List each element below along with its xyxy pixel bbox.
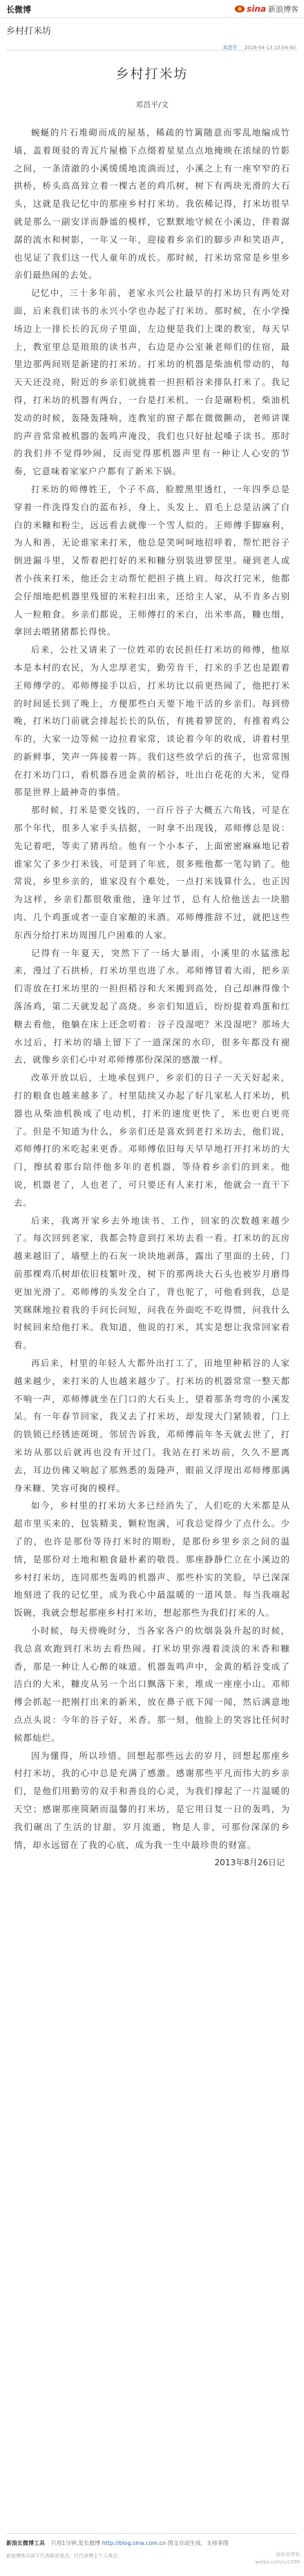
footer-tools-line	[6, 2539, 298, 2547]
footer-disclaimer: 新浪博客页面不代表新浪观点，仅代表博主个人观点	[6, 2553, 117, 2559]
sina-blog-label: 新浪博客	[268, 5, 298, 14]
article-byline: 邓昌平/文	[135, 100, 169, 109]
paragraph: 小时候，每天傍晚时分，当各家各户的炊烟袅袅升起的时候，我总喜欢跑到打米坊去看热闹。打米坊里弥漫着淡淡的米香和糠香，那是一种让人心醉的味道。机器轰鸣声中，金黄的稻谷变成了洁白的大米，糠皮从另一个出口飘落下来，堆成一座座小山。邓师傅会抓起一把刚打出来的新米，放在鼻子底下闻一闻，然后满意地点点头说：今年的谷子好，米香。那一刻，他脸上的笑容比任何时候都灿烂。	[14, 1625, 290, 1743]
footer-tools-suffix: 图文自动生成，支持多图	[167, 2540, 229, 2546]
paragraph: 后来，公社又请来了一位姓邓的农民担任打米坊的师傅，他原本是本村的农民，为人忠厚老实，勤劳肯干，打米的手艺也是跟着王师傅学的。邓师傅接手以后，打米坊比以前更热闹了，他把打米的时间延长到了晚上，方便那些白天要下地干活的乡亲们。每到傍晚，打米坊门前就会排起长长的队伍，有挑着箩筐的，有推着鸡公车的，大家一边等候一边拉着家常，谈论着今年的收成，讲着村里的新鲜事，笑声一阵接着一阵。我们这些放学后的孩子，也常常围在打米坊门口，看机器吞进金黄的稻谷，吐出白花花的大米，觉得那是世界上最神奇的事情。	[14, 644, 290, 798]
article-heading: 乡村打米坊	[115, 66, 189, 82]
brand-label[interactable]: 长微博	[6, 5, 32, 15]
paragraph: 记得有一年夏天，突然下了一场大暴雨，小溪里的水猛涨起来，漫过了石拱桥，打米坊里也进了水。邓师傅冒着大雨，把乡亲们寄放在打米坊里的一担担稻谷和大米搬到高处，自己却淋得像个落汤鸡，第二天就发起了高烧。乡亲们知道后，纷纷提着鸡蛋和红糖去看他，他躺在床上还念叨着：谷子没湿吧？米没湿吧？那场大水过后，打米坊的墙上留下了一道深深的水印，很多年都没有褪去，就像乡亲们心中对邓师傅那份深深的感激一样。	[14, 947, 290, 1065]
footer-tools-link[interactable]: http://blog.sina.com.cn	[102, 2540, 167, 2546]
watermark	[255, 2551, 300, 2566]
watermark-line2: weibo.com/u/1999	[255, 2559, 300, 2565]
article-date: 2013年8月26日记	[214, 1858, 285, 1868]
author-link[interactable]: 邓昌平	[222, 45, 238, 50]
post-header	[0, 18, 304, 51]
paragraph: 蜿蜒的片石堆砌而成的屋基，稀疏的竹篱随意而零乱地编成竹墙，盖着斑驳的青瓦片屋檐下点缀着星星点点地掩映在浓绿的竹影之间，一条清澈的小溪缓缓地流淌而过，小溪之上有一座窄窄的石拱桥，桥头高高耸立着一棵古老的鸡爪树，树下有两块光滑的大石头，这就是我记忆中的那座乡村打米坊。我依稀记得，打米坊很早就是那么一副安详而静谧的模样，它默默地守候在小溪边，伴着潺潺的流水和树影，一年又一年，迎接着乡亲们的脚步声和笑语声，也见证了我们这一代人童年的成长。那时候，打米坊常常是乡里乡亲们最热闹的去处。	[14, 127, 290, 281]
paragraph: 再后来，村里的年轻人大都外出打工了，田地里种稻谷的人家越来越少，来打米的人也越来越少了。打米坊的机器常常一整天都不响一声，邓师傅就坐在门口的大石头上，望着那条弯弯的小溪发呆。有一年春节回家，我又去了打米坊，却发现大门紧锁着，门上的铁锁已经锈迹斑斑。邻居告诉我，邓师傅前年冬天就去世了，打米坊从那以后就再也没有开过门。我站在打米坊前，久久不愿离去，耳边仿佛又响起了那熟悉的轰隆声，眼前又浮现出邓师傅那满身米糠、笑容可掬的模样。	[14, 1357, 290, 1493]
paragraph: 因为懂得，所以珍惜。回想起那些远去的岁月，回想起那座乡村打米坊，我的心中总是充满了感激。感谢那些平凡而伟大的乡亲们，是他们用勤劳的双手和善良的心灵，为我们撑起了一片温暖的天空；感谢那座简陋而温馨的打米坊，是它用日复一日的轰鸣，为我们碾出了生活的甘甜。岁月流逝，物是人非，可那份深深的乡情，却永远留在了我的心底，成为我一生中最珍贵的财富。	[14, 1750, 290, 1850]
article-body	[14, 55, 290, 1872]
sina-wordmark: sina	[247, 4, 266, 14]
paragraph: 如今，乡村里的打米坊大多已经消失了，人们吃的大米都是从超市里买来的，包装精美，颗粒饱满，可我总觉得少了点什么。少了的，也许是那份等待打米时的期盼，是那份乡里乡亲之间的温情，是那份对土地和粮食最朴素的敬畏。那座静静伫立在小溪边的乡村打米坊，连同那些轰鸣的机器声、那些朴实的笑脸，早已深深地刻进了我的记忆里，成为我心中最温暖的一道风景。每当我端起饭碗，我就会想起那座乡村打米坊，想起那些为我们打米的人。	[14, 1500, 290, 1618]
paragraph: 改革开放以后，土地承包到户，乡亲们的日子一天天好起来，打的粮食也越来越多了。村里陆续又办起了好几家私人打米坊，机器也从柴油机换成了电动机，打米的速度更快了，米也更白更亮了。但是不知道为什么，乡亲们还是喜欢到老打米坊去，他们说，邓师傅打的米吃起来更香。邓师傅依旧每天早早地打开打米坊的大门，擦拭着那台陪伴他多年的老机器，等待着乡亲们的到来。他说，机器老了，人也老了，可只要还有人来打米，他就会一直干下去。	[14, 1072, 290, 1208]
paragraph: 记忆中，三十多年前，老家永兴公社最早的打米坊只有两处对面，后来我们读书的永兴小学也办起了打米坊。那时候，在小学操场边上一排长长的瓦房子里面，左边便是我们上课的教室，每天早上，教室里总是琅琅的读书声，右边是办公室兼老师们的住宿，最里边那两间则是新建的打米坊。打米坊的机器是柴油机带动的，每天天还没亮，附近的乡亲们就挑着一担担稻谷来排队打米了。我记得，打米坊的机器有两台，一台是打米机，一台是碾粉机。柴油机发动的时候，轰隆轰隆响，连教室的窗子都在微微颤动，老师讲课的声音常常被机器的轰鸣声淹没，我们也只好扯起嗓子读书。那时的我们并不觉得吵闹，反而觉得那机器声里有一种让人心安的节奏，它意味着家家户户都有了新米下锅。	[14, 288, 290, 477]
post-title: 乡村打米坊	[6, 26, 52, 37]
page-footer	[6, 2533, 298, 2559]
watermark-line1: @新浪博客	[276, 2552, 300, 2557]
paragraph: 那时候，打米是要交钱的，一百斤谷子大概五六角钱，可是在那个年代，很多人家手头拮据，一时拿不出现钱，邓师傅总是说：先记着吧，等卖了猪再给。他有一个小本子，上面密密麻麻地记着谁家欠了多少打米钱，可是到了年底，很多账他都一笔勾销了。他常说，乡里乡亲的，谁家没有个难处，一点打米钱算什么。也正因为这样，乡亲们都很敬重他，逢年过节，总有人给他送去一块腊肉、几个鸡蛋或者一壶自家酿的米酒。邓师傅推辞不过，就把这些东西分给打米坊周围几户困难的人家。	[14, 805, 290, 940]
footer-tools-label: 新浪长微博工具	[6, 2540, 45, 2546]
post-timestamp: 2016-04-13 10:04:40	[244, 45, 296, 50]
paragraph: 后来，我离开家乡去外地读书、工作，回家的次数越来越少了。每次回到老家，我都会特意到打米坊去看一看。打米坊的瓦房越来越旧了，墙壁上的石灰一块块地剥落，露出了里面的土砖，门前那棵鸡爪树却依旧枝繁叶茂，树下的那两块大石头也被岁月磨得更加光滑了。邓师傅的头发全白了，背也驼了，可他看到我，总是笑眯眯地拉着我的手问长问短，问我在外面吃不吃得惯，问我什么时候回来给他打米。我知道，他说的打米，其实是想让我常回家看看。	[14, 1215, 290, 1351]
paragraph: 打米坊的师傅姓王，个子不高，脸膛黑里透红，一年四季总是穿着一件洗得发白的蓝布衫，身上、头发上、眉毛上总是沾满了白白的米糠和粉尘，远远看去就像一个雪人似的。王师傅手脚麻利，为人和善，无论谁家来打米，他总是笑呵呵地招呼着，帮忙把谷子倒进漏斗里，又帮着把打好的米和糠分别装进箩筐里。碰到老人或者小孩来打米，他还会主动帮忙把担子挑上肩。每次打完米，他都会仔细地把机器里残留的米粒扫出来，还给主人家，从不肯多占别人一粒粮食。乡亲们都说，王师傅打的米白，出米率高，糠也细，拿回去喂猪猪都长得快。	[14, 483, 290, 637]
top-bar	[0, 0, 304, 18]
sina-eye-icon	[235, 6, 245, 12]
footer-tools-text: 只用1分钟,发长微博	[50, 2540, 101, 2546]
sina-blog-logo[interactable]	[235, 3, 298, 15]
